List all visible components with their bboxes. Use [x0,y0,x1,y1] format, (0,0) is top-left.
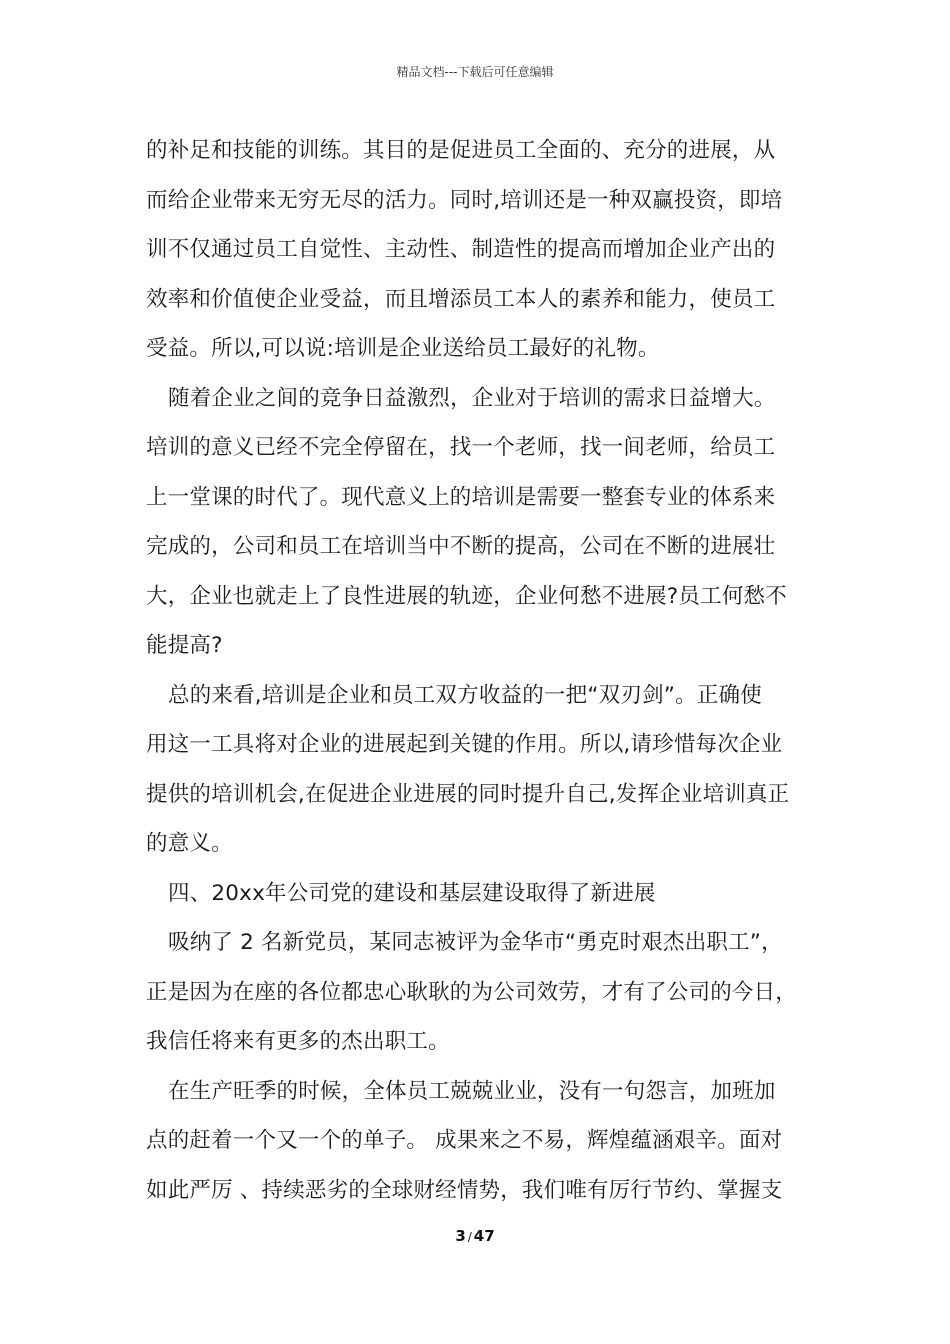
text-line: 总的来看,培训是企业和员工双方收益的一把“双刃剑”。正确使 [168,682,762,708]
text-line: 提供的培训机会,在促进企业进展的同时提升自己,发挥企业培训真正 [146,781,790,807]
text-line: 能提高? [146,633,223,658]
text-line: 点的赶着一个又一个的单子。 成果来之不易，辉煌蕴涵艰辛。面对 [146,1128,783,1153]
text-line: 吸纳了 2 名新党员，某同志被评为金华市“勇克时艰杰出职工”， [168,930,783,955]
text-line: 随着企业之间的竞争日益激烈，企业对于培训的需求日益增大。 [168,385,776,411]
text-line: 如此严厉 、持续恶劣的全球财经情势，我们唯有厉行节约、掌握支 [146,1177,783,1203]
text-line: 完成的，公司和员工在培训当中不断的提高，公司在不断的进展壮 [146,534,776,559]
page-separator: / [467,1230,472,1244]
text-line: 上一堂课的时代了。现代意义上的培训是需要一整套专业的体系来 [146,484,776,510]
current-page-number: 3 [455,1227,466,1245]
total-page-count: 47 [473,1227,495,1245]
text-line: 的补足和技能的训练。其目的是促进员工全面的、充分的进展，从 [146,138,776,163]
page-header: 精品文档---下载后可任意编辑 [396,65,554,79]
page-number [0,1226,950,1247]
text-line: 而给企业带来无穷无尽的活力。同时,培训还是一种双赢投资，即培 [146,187,783,213]
text-line: 培训的意义已经不完全停留在，找一个老师，找一间老师，给员工 [146,435,776,460]
text-line: 的意义。 [146,831,233,856]
document-body [146,126,818,1215]
text-line: 正是因为在座的各位都忠心耿耿的为公司效劳，才有了公司的今日， [146,979,798,1005]
text-line: 受益。所以,可以说:培训是企业送给员工最好的礼物。 [146,336,660,361]
text-line: 我信任将来有更多的杰出职工。 [146,1029,450,1054]
text-line: 训不仅通过员工自觉性、主动性、制造性的提高而增加企业产出的 [146,237,776,262]
text-line: 效率和价值使企业受益，而且增添员工本人的素养和能力，使员工 [146,286,776,312]
text-line: 在生产旺季的时候，全体员工兢兢业业，没有一句怨言，加班加 [168,1078,776,1104]
text-line: 用这一工具将对企业的进展起到关键的作用。所以,请珍惜每次企业 [146,732,783,757]
text-line: 四、20xx年公司党的建设和基层建设取得了新进展 [168,880,656,906]
text-line: 大，企业也就走上了良性进展的轨迹，企业何愁不进展?员工何愁不 [146,583,787,609]
